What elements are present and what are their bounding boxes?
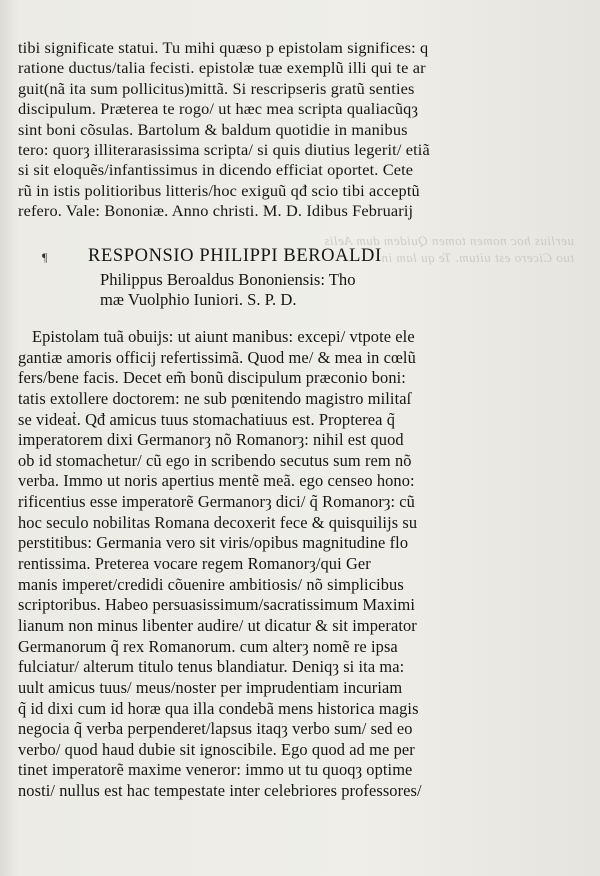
text-line: guit(nã ita sum pollicitus)mittã. Si rescripseris gratũ senties xyxy=(18,78,415,98)
section-heading: RESPONSIO PHILIPPI BEROALDI xyxy=(88,246,382,266)
text-line: tibi significate statui. Tu mihi quæso p epistolam significes: q xyxy=(18,38,429,57)
text-line: gantiæ amoris officij refertissimã. Quod me/ & mea in cœlũ xyxy=(18,347,416,367)
text-line: lianum non minus libenter audire/ ut dicatur & sit imperator xyxy=(18,615,417,635)
text-line: Epistolam tuã obuijs: ut aiunt manibus: excepi/ vtpote ele xyxy=(32,327,415,346)
salutation-line: Philippus Beroaldus Bononiensis: Tho xyxy=(100,270,356,289)
bleed-line: uerlius hoc nomen tomen Quidem dum Aelis xyxy=(323,233,574,248)
bleed-line: tuo Cicero est uitum. Te qu lam in xyxy=(381,250,574,265)
text-line: q̃ id dixi cum id horæ qua illa condebã mens historica magis xyxy=(18,698,419,718)
text-line: tero: quorȝ illiterarasissima scripta/ si quis diutius legerit/ etiã xyxy=(18,139,430,159)
text-line: Germanorum q̃ rex Romanorum. cum alterȝ nomẽ re ipsa xyxy=(18,636,398,656)
text-line: rificentius esse imperatorẽ Germanorȝ dici/ q̃ Romanorȝ: cũ xyxy=(18,492,415,512)
text-line: scriptoribus. Habeo persuasissimum/sacratissimum Maximi xyxy=(18,595,416,615)
text-line: rũ in istis politioribus litteris/hoc exiguũ qđ scio tibi acceptũ xyxy=(18,180,420,200)
text-line: nosti/ nullus est hac tempestate inter celebriores professores/ xyxy=(18,781,422,801)
text-line: manis imperet/credidi cõuenire ambitiosis/ nõ simplicibus xyxy=(18,574,404,594)
text-line: negocia q̃ verba perpenderet/lapsus itaqȝ verbo sum/ sed eo xyxy=(18,719,413,739)
text-line: discipulum. Præterea te rogo/ ut hæc mea scripta qualiacũqȝ xyxy=(18,99,419,119)
text-line: verba. Immo ut noris apertius mentẽ meã. ego censeo hono: xyxy=(18,471,415,491)
text-line: refero. Vale: Bononiæ. Anno christi. M. D. Idibus Februarij xyxy=(18,201,414,221)
text-line: uult amicus tuus/ meus/noster per imprudentiam incuriam xyxy=(18,677,403,697)
letter-body xyxy=(18,327,598,802)
text-line: se videaṫ. Qđ amicus tuus stomachatiuus est. Propterea q̃ xyxy=(18,409,396,429)
salutation xyxy=(100,270,356,310)
text-line: fulciatur/ alterum titulo tenus blandiatur. Deniqȝ si ita ma: xyxy=(18,657,405,677)
text-line: si sit eloquẽs/infantissimus in dicendo efficiat oportet. Cete xyxy=(18,160,414,180)
text-line: imperatorem dixi Germanorȝ nõ Romanorȝ: nihil est quod xyxy=(18,430,404,450)
text-line: fers/bene facis. Decet em̃ bonũ discipulum præconio boni: xyxy=(18,368,406,388)
text-line: tatis extollere doctorem: ne sub pœnitendo magistro militaſ xyxy=(18,388,412,408)
paragraph-mark: ¶ xyxy=(42,250,48,264)
text-line: tinet imperatorẽ maxime veneror: immo ut tu quoqȝ optime xyxy=(18,760,413,780)
text-line: hoc seculo nobilitas Romana decoxerit fece & quisquilijs su xyxy=(18,512,418,532)
text-line: rentissima. Preterea vocare regem Romanorȝ/qui Ger xyxy=(18,554,371,574)
text-line: ob id stomachetur/ cũ ego in scribendo secutus sum rem nõ xyxy=(18,450,412,470)
text-line: sint boni cõsulas. Bartolum & baldum quotidie in manibus xyxy=(18,119,408,139)
letter-closing-paragraph xyxy=(18,38,598,222)
text-line: perstitibus: Germania vero sit viris/opibus magnitudine flo xyxy=(18,533,409,553)
text-line: ratione ductus/talia fecisti. epistolæ tuæ exemplũ illi qui te ar xyxy=(18,58,426,78)
text-line: verbo/ quod haud dubie sit ignoscibile. Ego quod ad me per xyxy=(18,739,415,759)
salutation-line: mæ Vuolphio Iuniori. S. P. D. xyxy=(100,290,297,309)
